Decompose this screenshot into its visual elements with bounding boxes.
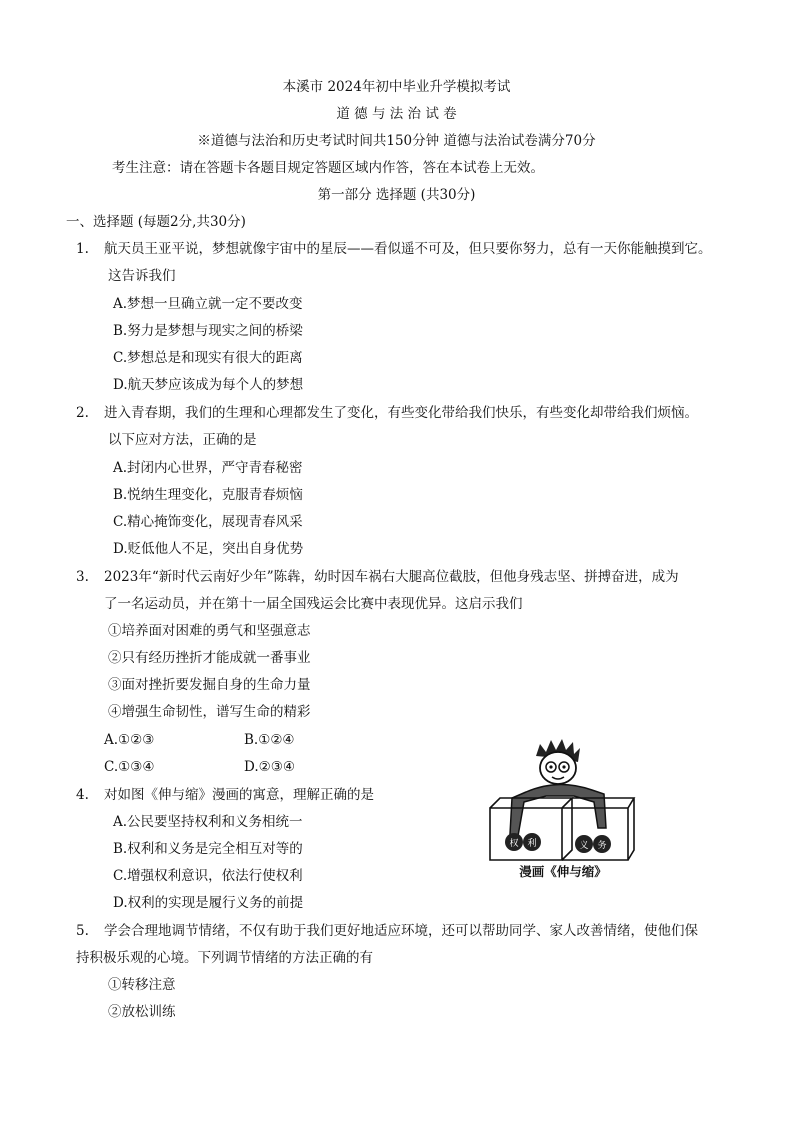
figure-body: [510, 784, 606, 836]
question-stem: 以下应对方法，正确的是: [108, 432, 257, 448]
option-c: C.精心掩饰变化，展现青春风采: [113, 514, 303, 530]
part1-title: 第一部分 选择题 (共30分): [317, 187, 476, 203]
option-b: B.努力是梦想与现实之间的桥梁: [113, 323, 303, 339]
section-title: 一、选择题 (每题2分,共30分): [66, 214, 246, 230]
question-number: 4.: [76, 787, 89, 803]
figure-caption: 漫画《伸与缩》: [519, 864, 607, 879]
candidate-instructions: 考生注意：请在答题卡各题目规定答题区域内作答，答在本试卷上无效。: [112, 160, 544, 176]
option-d: D.②③④: [244, 759, 295, 775]
exam-title: 本溪市 2024年初中毕业升学模拟考试: [282, 79, 511, 95]
question-number: 3.: [76, 569, 89, 585]
option-c: C.增强权利意识，依法行使权利: [113, 868, 303, 884]
question-number: 1.: [76, 241, 89, 257]
figure-label-1: 权: [509, 839, 519, 849]
question-stem: 航天员王亚平说，梦想就像宇宙中的星辰——看似遥不可及，但只要你努力，总有一天你能触摸到它。: [104, 241, 712, 257]
statement-item: ①转移注意: [108, 977, 176, 993]
question-stem: 对如图《伸与缩》漫画的寓意，理解正确的是: [104, 787, 374, 803]
statement-item: ①培养面对困难的勇气和坚强意志: [108, 623, 311, 639]
exam-note: ※道德与法治和历史考试时间共150分钟 道德与法治试卷满分70分: [197, 133, 596, 149]
option-a: A.①②③: [104, 732, 155, 748]
figure-label-3: 义: [579, 841, 589, 851]
figure-label-4: 务: [597, 841, 607, 851]
option-a: A.公民要坚持权利和义务相统一: [113, 814, 303, 830]
option-b: B.权利和义务是完全相互对等的: [113, 841, 303, 857]
question-number: 2.: [76, 405, 89, 421]
statement-item: ②放松训练: [108, 1004, 176, 1020]
option-a: A.封闭内心世界，严守青春秘密: [113, 460, 303, 476]
question-stem: 持积极乐观的心境。下列调节情绪的方法正确的有: [76, 950, 373, 966]
question-stem: 这告诉我们: [108, 268, 176, 284]
question-number: 5.: [76, 923, 89, 939]
subject-title: 道 德 与 法 治 试 卷: [336, 106, 457, 122]
option-c: C.①③④: [104, 759, 155, 775]
option-a: A.梦想一旦确立就一定不要改变: [113, 296, 303, 312]
figure-label-2: 利: [527, 839, 537, 849]
question-stem: 进入青春期，我们的生理和心理都发生了变化，有些变化带给我们快乐，有些变化却带给我们烦恼。: [104, 405, 698, 421]
question-stem: 了一名运动员，并在第十一届全国残运会比赛中表现优异。这启示我们: [104, 596, 523, 612]
statement-item: ④增强生命韧性，谱写生命的精彩: [108, 704, 311, 720]
option-b: B.悦纳生理变化，克服青春烦恼: [113, 487, 303, 503]
statement-item: ③面对挫折要发掘自身的生命力量: [108, 677, 311, 693]
option-b: B.①②④: [244, 732, 295, 748]
option-d: D.航天梦应该成为每个人的梦想: [113, 377, 304, 393]
statement-item: ②只有经历挫折才能成就一番事业: [108, 650, 311, 666]
option-d: D.权利的实现是履行义务的前提: [113, 895, 304, 911]
option-c: C.梦想总是和现实有很大的距离: [113, 350, 303, 366]
question-stem: 2023年“新时代云南好少年”陈犇，幼时因车祸右大腿高位截肢，但他身残志坚、拼搏奋进，成为: [104, 569, 679, 585]
option-d: D.贬低他人不足，突出自身优势: [113, 541, 304, 557]
question-stem: 学会合理地调节情绪，不仅有助于我们更好地适应环境，还可以帮助同学、家人改善情绪，使他们保: [104, 923, 698, 939]
